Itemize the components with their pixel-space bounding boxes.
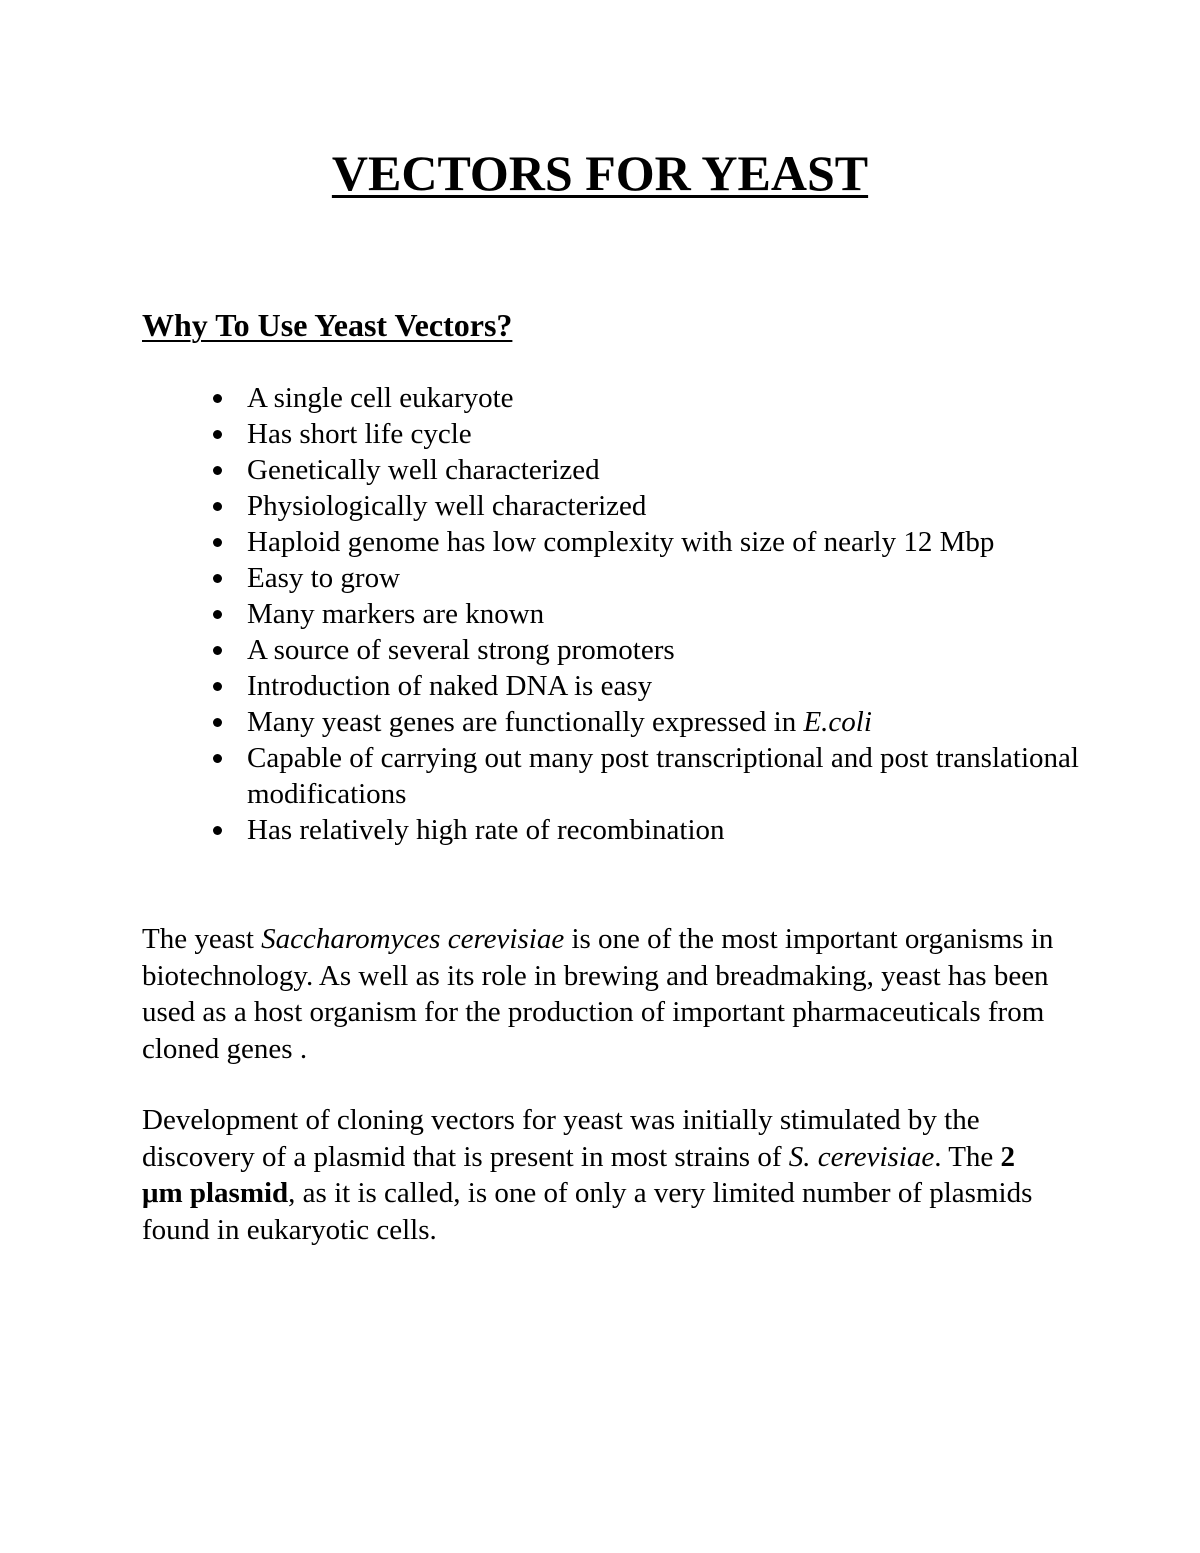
bullet-icon — [213, 394, 222, 403]
species-name: Saccharomyces cerevisiae — [261, 923, 565, 955]
list-item — [210, 740, 1110, 812]
list-item-text: A source of several strong promoters — [247, 634, 675, 666]
list-item-text: A single cell eukaryote — [247, 382, 514, 414]
paragraph-text: Development of cloning vectors for yeast was initially stimulated by the discovery of a plasmid that is present in most strains of — [142, 1104, 980, 1173]
bullet-icon — [213, 718, 222, 727]
list-item-text: Physiologically well characterized — [247, 490, 647, 522]
species-name: S. cerevisiae — [788, 1140, 935, 1173]
bullet-icon — [213, 682, 222, 691]
bullet-icon — [213, 466, 222, 475]
list-item-text: Many markers are known — [247, 598, 545, 630]
plasmid-paragraph — [142, 1102, 1062, 1248]
list-item — [210, 380, 1110, 416]
plasmid-term: 2 μm plasmid — [142, 1140, 1016, 1209]
list-item-text: Many yeast genes are functionally expressed in — [247, 706, 804, 738]
list-item-text: Haploid genome has low complexity with size of nearly 12 Mbp — [247, 526, 995, 558]
list-item — [210, 668, 1110, 704]
paragraph-text: The yeast — [142, 923, 262, 955]
bullet-icon — [213, 646, 222, 655]
list-item — [210, 416, 1110, 452]
bullet-icon — [213, 538, 222, 547]
page-title-text: VECTORS FOR YEAST — [331, 145, 869, 201]
intro-paragraph — [142, 921, 1062, 1067]
bullet-icon — [213, 826, 222, 835]
section-heading-text: Why To Use Yeast Vectors? — [142, 307, 513, 343]
bullet-icon — [213, 754, 222, 763]
list-item — [210, 488, 1110, 524]
bullet-icon — [213, 610, 222, 619]
bullet-icon — [213, 502, 222, 511]
organism-name: E.coli — [803, 706, 872, 738]
list-item-text: Capable of carrying out many post transcriptional and post translational modifications — [247, 742, 1079, 810]
page-title — [0, 143, 1200, 203]
list-item — [210, 596, 1110, 632]
bullet-icon — [213, 574, 222, 583]
list-item — [210, 704, 1110, 740]
list-item-text: Has short life cycle — [247, 418, 472, 450]
section-heading — [142, 305, 512, 345]
paragraph-text: is one of the most important organisms in biotechnology. As well as its role in brewing and breadmaking, yeast has been used as a host organism for the production of important pharmaceuticals from cloned genes . — [142, 923, 1054, 1065]
list-item — [210, 524, 1110, 560]
list-item-text: Introduction of naked DNA is easy — [247, 670, 653, 702]
bullet-icon — [213, 430, 222, 439]
paragraph-text: . The — [934, 1140, 1001, 1173]
list-item — [210, 452, 1110, 488]
list-item — [210, 632, 1110, 668]
list-item — [210, 560, 1110, 596]
paragraph-text: , as it is called, is one of only a very limited number of plasmids found in eukaryotic cells. — [142, 1177, 1033, 1246]
list-item-text: Genetically well characterized — [247, 454, 600, 486]
list-item-text: Easy to grow — [247, 562, 401, 594]
list-item-text: Has relatively high rate of recombination — [247, 814, 725, 846]
list-item — [210, 812, 1110, 848]
reasons-list — [210, 380, 1110, 848]
